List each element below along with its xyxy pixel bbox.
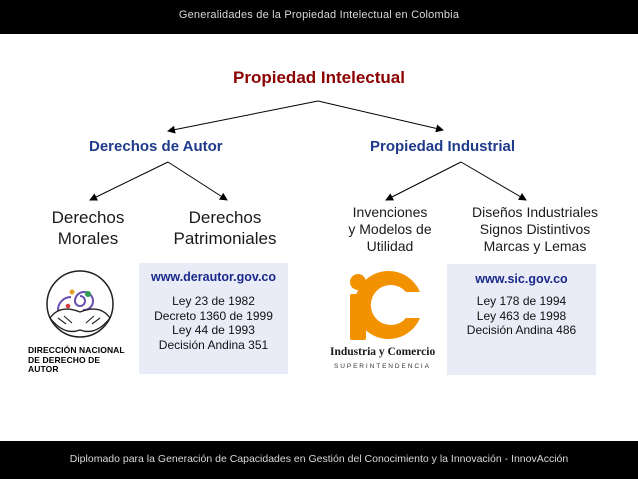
leaf-disenos-signos-marcas [455,204,615,255]
dnda-logo [28,266,132,375]
leaf-line: Signos Distintivos [479,221,591,238]
legal-item: Decisión Andina 351 [158,337,269,352]
legal-item: Decreto 1360 de 1999 [154,308,273,323]
dnda-emblem-icon [28,266,132,346]
arrow-autor-to-patrimoniales [168,162,227,200]
leaf-invenciones [330,204,450,255]
arrow-autor-to-morales [90,162,168,200]
leaf-line: y Modelos de [348,221,432,238]
leaf-line: Morales [57,228,119,248]
legal-item: Ley 178 de 1994 [476,294,567,308]
dnda-logo-line: DE DERECHO DE AUTOR [28,354,101,375]
link-sic[interactable]: www.sic.gov.co [475,272,568,286]
leaf-line: Invenciones [352,204,428,220]
info-panel-sic [447,264,596,375]
legal-list-autor [139,294,288,353]
leaf-line: Derechos [188,208,262,227]
leaf-derechos-patrimoniales [150,208,300,249]
legal-list-industrial [447,294,596,338]
branch-title-propiedad-industrial: Propiedad Industrial [370,138,516,155]
leaf-line: Patrimoniales [173,228,277,248]
legal-item: Ley 463 de 1998 [476,308,567,323]
header-title: Generalidades de la Propiedad Intelectual en Colombia [178,9,460,21]
dnda-logo-line: DIRECCIÓN NACIONAL [28,345,125,355]
leaf-derechos-morales [28,208,148,249]
legal-item: Ley 23 de 1982 [172,294,255,308]
sic-logo [328,266,448,376]
footer-text: Diplomado para la Generación de Capacidades en Gestión del Conocimiento y la Innovación - InnovAcción [69,453,569,465]
arrow-industrial-to-disenos [461,162,526,200]
dnda-logo-text [28,346,132,375]
info-panel-derautor [139,263,288,374]
leaf-line: Utilidad [366,238,414,255]
branch-title-derechos-de-autor: Derechos de Autor [89,138,223,155]
root-node-title: Propiedad Intelectual [233,68,405,87]
arrow-industrial-to-invenciones [386,162,461,200]
arrow-root-to-autor [168,101,318,131]
leaf-line: Marcas y Lemas [483,238,587,255]
link-derautor[interactable]: www.derautor.gov.co [150,270,277,284]
sic-logo-name: Industria y Comercio [330,346,436,358]
legal-item: Ley 44 de 1993 [172,323,255,338]
sic-ic-emblem-icon [328,266,448,346]
arrow-root-to-industrial [318,101,443,130]
leaf-line: Derechos [51,208,125,227]
legal-item: Decisión Andina 486 [466,323,577,338]
sic-logo-subtitle: SUPERINTENDENCIA [334,363,431,370]
leaf-line: Diseños Industriales [471,204,599,220]
